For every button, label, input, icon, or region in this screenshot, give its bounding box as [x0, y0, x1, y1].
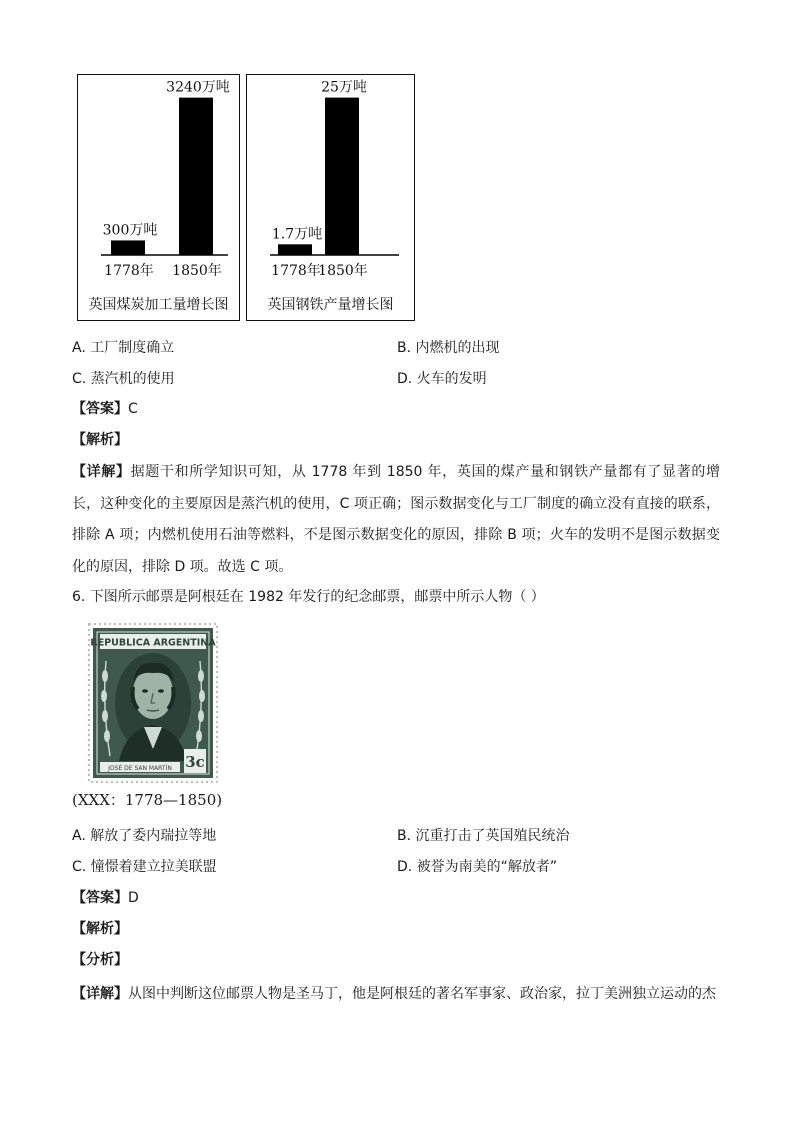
- q5-option-d[interactable]: D. 火车的发明: [397, 371, 487, 387]
- q5-analysis-label: 【解析】: [72, 432, 128, 448]
- q6-option-a[interactable]: A. 解放了委内瑞拉等地: [72, 828, 217, 844]
- q5-option-a[interactable]: A. 工厂制度确立: [72, 340, 175, 356]
- q5-option-c[interactable]: C. 蒸汽机的使用: [72, 371, 175, 387]
- q6-option-d[interactable]: D. 被誉为南美的“解放者”: [397, 859, 558, 875]
- data-label-1778年: 300万吨: [102, 222, 158, 239]
- q6-detail-label: 【详解】: [72, 986, 128, 1002]
- data-label-1850年: 25万吨: [321, 79, 367, 96]
- q5-answer: [72, 399, 138, 419]
- steel-chart-title: 英国钢铁产量增长图: [267, 297, 394, 313]
- q5-answer-label: 【答案】: [72, 401, 128, 417]
- steel-chart: [246, 74, 415, 321]
- coal-chart-title: 英国煤炭加工量增长图: [88, 297, 229, 313]
- tick-label-1778年: 1778年: [104, 263, 154, 279]
- q6-detail: [72, 984, 716, 1004]
- q6-answer: [72, 888, 139, 908]
- bar-1778年: [278, 244, 312, 255]
- tick-label-1850年: 1850年: [318, 263, 368, 279]
- stamp-top-text: REPUBLICA ARGENTINA: [90, 637, 216, 649]
- steel-chart-svg: [247, 75, 414, 320]
- stamp-image: [86, 621, 220, 785]
- q6-answer-label: 【答案】: [72, 890, 128, 906]
- q5-option-b[interactable]: B. 内燃机的出现: [397, 340, 500, 356]
- q6-fenxi-label: 【分析】: [72, 952, 128, 968]
- q5-answer-value: C: [128, 401, 138, 417]
- bar-1850年: [325, 98, 359, 255]
- q5-detail: [72, 457, 720, 583]
- q6-detail-text: 从图中判断这位邮票人物是圣马丁，他是阿根廷的著名军事家、政治家，拉丁美洲独立运动的杰: [128, 986, 716, 1002]
- q5-detail-text: 据题干和所学知识可知，从 1778 年到 1850 年，英国的煤产量和钢铁产量都有了显著的增长，这种变化的主要原因是蒸汽机的使用，C 项正确；图示数据变化与工厂制度的确立没有直接的联系，排除 A 项；内燃机使用石油等燃料，不是图示数据变化的原因，排除 B 项；火车的发明不是图示数据变化的原因，排除 D 项。故选 C 项。: [72, 464, 721, 575]
- data-label-1850年: 3240万吨: [166, 79, 230, 96]
- stamp-value: 3c: [185, 753, 205, 771]
- bar-1778年: [111, 240, 145, 255]
- q5-detail-label: 【详解】: [72, 464, 131, 480]
- tick-label-1850年: 1850年: [172, 263, 222, 279]
- q6-stem: 6. 下图所示邮票是阿根廷在 1982 年发行的纪念邮票，邮票中所示人物（ ）: [72, 589, 545, 605]
- data-label-1778年: 1.7万吨: [271, 226, 323, 243]
- q6-option-b[interactable]: B. 沉重打击了英国殖民统治: [397, 828, 570, 844]
- q6-analysis-label: 【解析】: [72, 921, 128, 937]
- tick-label-1778年: 1778年: [271, 263, 321, 279]
- q6-option-c[interactable]: C. 憧憬着建立拉美联盟: [72, 859, 217, 875]
- bar-1850年: [179, 98, 213, 255]
- coal-chart: [77, 74, 240, 321]
- stamp-caption: (XXX：1778—1850): [72, 791, 223, 809]
- q6-answer-value: D: [128, 890, 139, 906]
- stamp-bottom-text: JOSÉ DE SAN MARTÍN: [108, 765, 172, 772]
- coal-chart-svg: [78, 75, 239, 320]
